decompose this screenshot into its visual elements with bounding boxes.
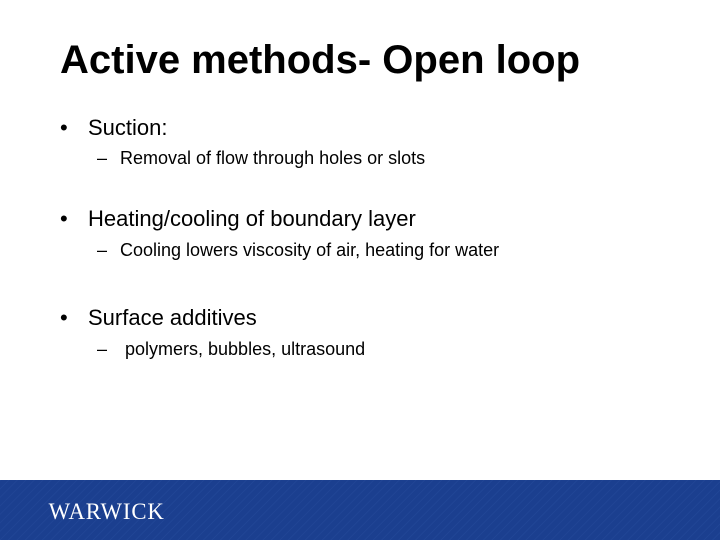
sub-bullet-marker: – [97, 339, 108, 359]
bullet-item [60, 115, 168, 141]
bullet-text: Surface additives [88, 305, 257, 330]
logo-text: WARWICK [48, 499, 165, 524]
bullet-marker: • [60, 305, 68, 330]
bullet-marker: • [60, 115, 68, 140]
sub-bullet-item [97, 338, 365, 360]
sub-bullet-item [97, 239, 499, 261]
sub-bullet-text: Removal of flow through holes or slots [120, 148, 426, 168]
bullet-text: Heating/cooling of boundary layer [88, 206, 416, 231]
bullet-item [60, 305, 257, 331]
sub-bullet-item [97, 147, 425, 169]
sub-bullet-marker: – [97, 240, 108, 260]
slide-title: Active methods- Open loop [60, 38, 581, 82]
bullet-text: Suction: [88, 115, 168, 140]
bullet-item [60, 206, 416, 232]
warwick-logo [38, 498, 208, 526]
sub-bullet-text: Cooling lowers viscosity of air, heating for water [120, 240, 500, 260]
sub-bullet-text: polymers, bubbles, ultrasound [120, 339, 366, 359]
sub-bullet-marker: – [97, 148, 108, 168]
bullet-marker: • [60, 206, 68, 231]
